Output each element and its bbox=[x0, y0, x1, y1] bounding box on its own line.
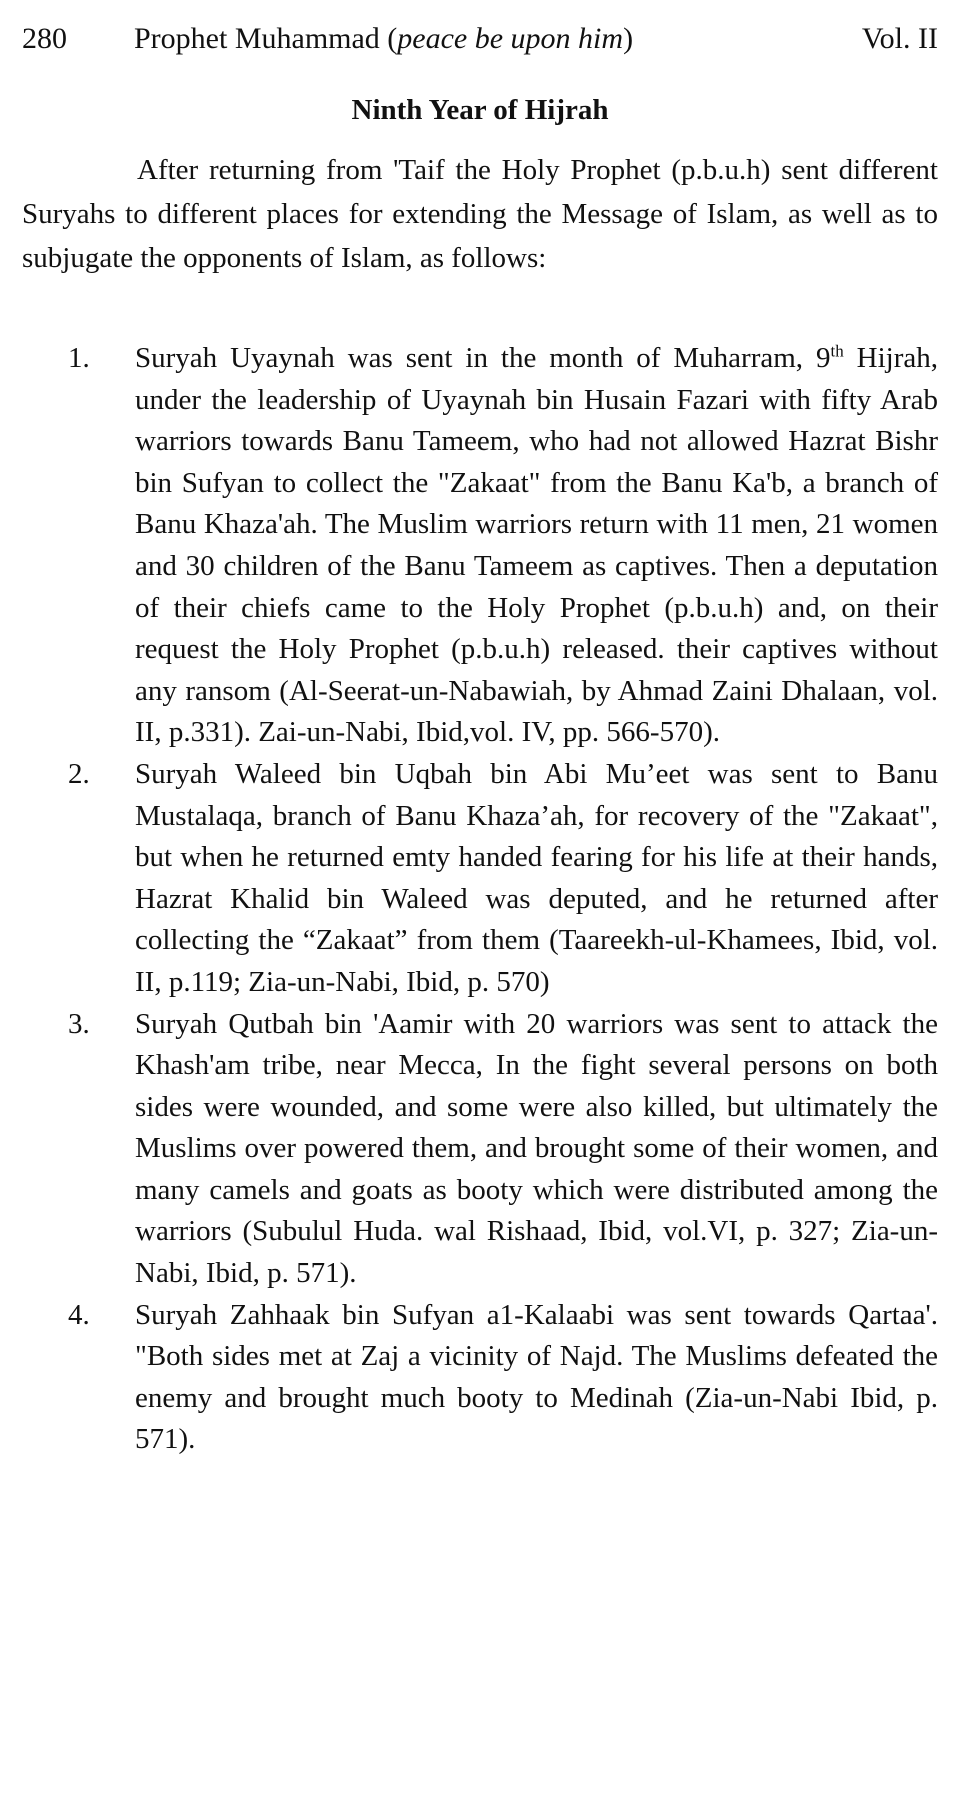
page-number: 280 bbox=[22, 22, 67, 55]
list-item bbox=[68, 1295, 938, 1461]
list-item-text: Suryah Waleed bin Uqbah bin Abi Mu’eet was sent to Banu Mustalaqa, branch of Banu Khaza’ah, for recovery of the "Zakaat", but when he returned emty handed fearing for his life at their hands, Hazrat Khalid bin Waleed was deputed, and he returned after collecting the “Zakaat” from them (Taareekh-ul-Khamees, Ibid, vol. II, p.119; Zia-un-Nabi, Ibid, p. 570) bbox=[135, 757, 938, 998]
suryah-list bbox=[68, 338, 938, 1461]
list-item-number: 2. bbox=[68, 757, 90, 790]
intro-paragraph: After returning from 'Taif the Holy Prophet (p.b.u.h) sent different Suryahs to different places for extending the Message of Islam, as well as to subjugate the opponents of Islam, as follows: bbox=[22, 154, 938, 274]
list-item bbox=[68, 338, 938, 754]
list-item-text-part: Suryah Uyaynah was sent in the month of Muharram, 9 bbox=[135, 342, 831, 374]
list-item-text-part: Hijrah, under the leadership of Uyaynah bin Husain Fazari with fifty Arab warriors towards Banu Tameem, who had not allowed Hazrat Bishr bin Sufyan to collect the "Zakaat" from the Banu Ka'b, a branch of Banu Khaza'ah. The Muslim warriors return with 11 men, 21 women and 30 children of the Banu Tameem as captives. Then a deputation of their chiefs came to the Holy Prophet (p.b.u.h) and, on their request the Holy Prophet (p.b.u.h) released. their captives without any ransom (Al-Seerat-un-Nabawiah, by Ahmad Zaini Dhalaan, vol. II, p.331). Zai-un-Nabi, Ibid,vol. IV, pp. 566-570). bbox=[135, 342, 938, 749]
book-title-suffix: ) bbox=[623, 22, 634, 55]
list-item-text bbox=[135, 342, 938, 748]
book-title-prefix: Prophet Muhammad ( bbox=[134, 22, 398, 55]
book-title-italic: peace be upon him bbox=[397, 22, 624, 55]
list-item bbox=[68, 1004, 938, 1295]
list-item-number: 3. bbox=[68, 1007, 90, 1040]
section-heading: Ninth Year of Hijrah bbox=[351, 94, 609, 126]
book-title bbox=[134, 14, 633, 64]
list-item bbox=[68, 754, 938, 1004]
list-item-text: Suryah Zahhaak bin Sufyan a1-Kalaabi was sent towards Qartaa'. "Both sides met at Zaj a vicinity of Najd. The Muslims defeated the enemy and brought much booty to Medinah (Zia-un-Nabi Ibid, p. 571). bbox=[135, 1298, 938, 1456]
list-item-number: 4. bbox=[68, 1298, 90, 1331]
list-item-text: Suryah Qutbah bin 'Aamir with 20 warriors was sent to attack the Khash'am tribe, near Mecca, In the fight several persons on both sides were wounded, and some were also killed, but ultimately the Muslims over powered them, and brought some of their women, and many camels and goats as booty which were distributed among the warriors (Subulul Huda. wal Rishaad, Ibid, vol.VI, p. 327; Zia-un-Nabi, Ibid, p. 571). bbox=[135, 1007, 938, 1290]
volume-label: Vol. II bbox=[861, 22, 938, 55]
page-header bbox=[22, 14, 938, 64]
list-item-number: 1. bbox=[68, 342, 90, 374]
ordinal-superscript: th bbox=[830, 341, 844, 361]
